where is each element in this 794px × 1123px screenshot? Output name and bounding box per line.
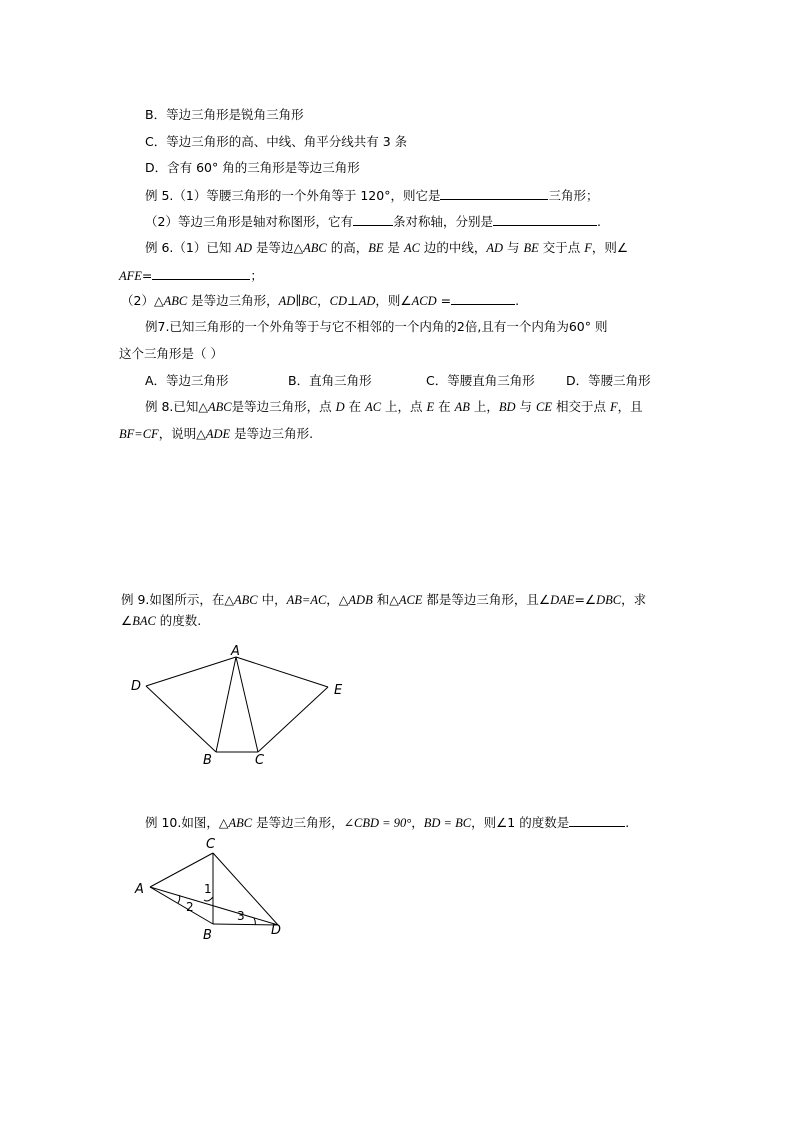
- point-label-A: A: [135, 882, 144, 897]
- angle-arc-1: [204, 897, 213, 901]
- angle-label-2: 2: [186, 900, 194, 914]
- point-label-E: E: [334, 683, 343, 698]
- point-label-D: D: [271, 923, 282, 938]
- ex6-part1-cont: AFE= ；: [119, 268, 263, 283]
- point-label-A: A: [231, 644, 240, 659]
- angle-arc-3: [254, 918, 255, 925]
- point-label-B: B: [203, 928, 212, 943]
- ex5-part1: 例 5.（1）等腰三角形的一个外角等于 120°，则它是 三角形；: [145, 188, 599, 203]
- ex9-line2: ∠BAC 的度数.: [121, 613, 202, 628]
- ex7-option-a: A．等边三角形: [145, 373, 229, 388]
- ex7-line1: 例7.已知三角形的一个外角等于与它不相邻的一个内角的2倍,且有一个内角为60° 则: [145, 319, 608, 334]
- segment-AD: [150, 887, 278, 925]
- ex6-part2: （2）△ABC 是等边三角形，AD∥BC，CD⊥AD，则∠ACD = .: [121, 293, 520, 308]
- ex8-line2: BF=CF，说明△ADE 是等边三角形.: [119, 426, 314, 441]
- segment-CD: [213, 853, 278, 925]
- angle-arc-2: [178, 895, 180, 903]
- ex5-part2: （2）等边三角形是轴对称图形，它有 条对称轴，分别是 .: [145, 214, 601, 229]
- point-label-C: C: [206, 837, 216, 852]
- ex8-line1: 例 8.已知△ABC是等边三角形，点 D 在 AC 上，点 E 在 AB 上，BD 与 CE 相交于点 F，且: [145, 399, 643, 414]
- ex7-line2: 这个三角形是（ ）: [119, 346, 223, 361]
- ex7-option-d: D．等腰三角形: [566, 373, 651, 388]
- point-label-B: B: [203, 753, 212, 768]
- ex7-option-c: C．等腰直角三角形: [426, 373, 535, 388]
- ex10-line1: 例 10.如图，△ABC 是等边三角形，∠CBD = 90°，BD = BC，则∠1 的度数是 .: [145, 815, 630, 830]
- option-c: C．等边三角形的高、中线、角平分线共有 3 条: [145, 134, 408, 149]
- option-d: D．含有 60° 角的三角形是等边三角形: [145, 160, 360, 175]
- ex6-part1: 例 6.（1）已知 AD 是等边△ABC 的高，BE 是 AC 边的中线，AD 与 BE 交于点 F，则∠: [145, 240, 629, 255]
- angle-label-3: 3: [237, 909, 245, 923]
- point-label-D: D: [131, 679, 142, 694]
- ex7-option-b: B．直角三角形: [288, 373, 372, 388]
- option-b: B．等边三角形是锐角三角形: [145, 107, 304, 122]
- ex9-line1: 例 9.如图所示，在△ABC 中，AB=AC，△ADB 和△ACE 都是等边三角形，且∠DAE=∠DBC，求: [121, 592, 647, 607]
- point-label-C: C: [255, 753, 265, 768]
- angle-label-1: 1: [204, 882, 212, 896]
- segment-BD: [213, 924, 278, 925]
